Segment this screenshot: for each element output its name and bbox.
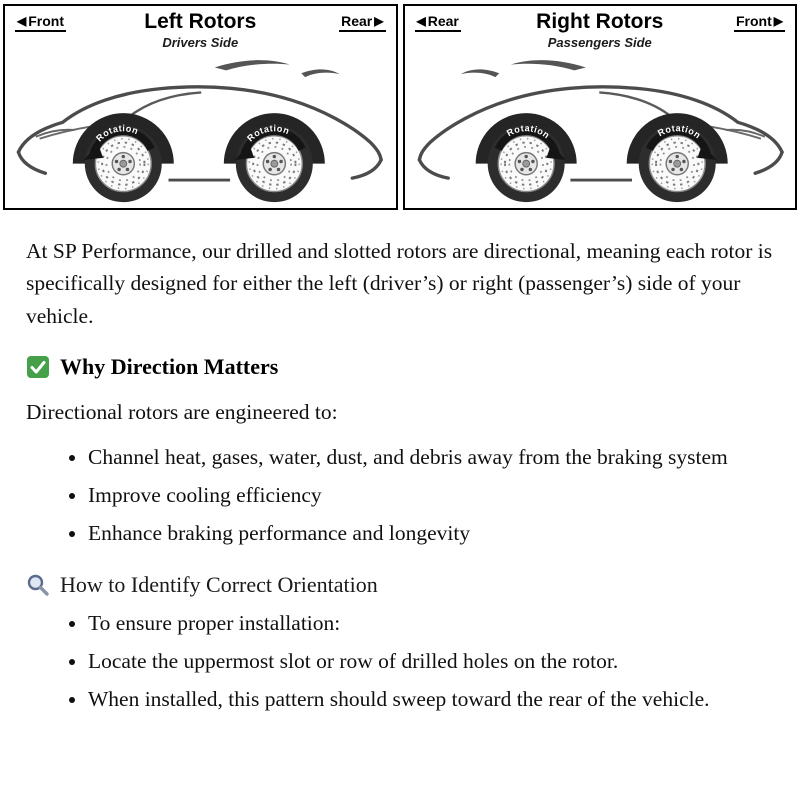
arrow-left-icon: ◀ (416, 14, 426, 28)
article-body (0, 213, 800, 715)
rear-direction-label: ◀ Rear (415, 13, 461, 32)
intro-paragraph: At SP Performance, our drilled and slotted rotors are directional, meaning each rotor is specifically designed for either the left (driver’s) or right (passenger’s) side of your vehicle. (26, 239, 773, 328)
rear-direction-label: Rear ▶ (339, 13, 385, 32)
panel-title: Right Rotors (536, 10, 664, 33)
list-item: • Enhance braking performance and longevity (88, 518, 774, 549)
rotation-label: Rotation (504, 123, 552, 141)
list-item: • Improve cooling efficiency (88, 480, 774, 511)
left-rotors-panel (3, 4, 398, 210)
rotation-label: Rotation (94, 123, 140, 144)
panel-title: Left Rotors (144, 10, 257, 33)
right-rotors-panel (403, 4, 798, 210)
orientation-bullet-list (26, 608, 774, 716)
list-item: • To ensure proper installation: (88, 608, 774, 639)
rotation-label: Rotation (245, 123, 291, 144)
engineered-intro: Directional rotors are engineered to: (26, 399, 338, 424)
list-item: • Channel heat, gases, water, dust, and debris away from the braking system (88, 442, 774, 473)
magnifier-icon (26, 573, 50, 597)
engineered-bullet-list (26, 442, 774, 550)
list-item: • Locate the uppermost slot or row of drilled holes on the rotor. (88, 646, 774, 677)
arrow-right-icon: ▶ (773, 14, 783, 28)
front-direction-label: ◀ Front (15, 13, 66, 32)
right-car-drawing (405, 54, 796, 206)
section-title: How to Identify Correct Orientation (60, 571, 378, 597)
front-direction-label: Front ▶ (734, 13, 785, 32)
rotor-direction-diagram (0, 0, 800, 213)
list-item: • When installed, this pattern should sweep toward the rear of the vehicle. (88, 684, 774, 715)
check-icon (26, 355, 50, 379)
arrow-left-icon: ◀ (17, 14, 27, 28)
rotation-label: Rotation (655, 123, 703, 141)
left-car-drawing (5, 54, 396, 206)
section-why-direction-matters (26, 354, 774, 380)
panel-subtitle: Drivers Side (162, 35, 239, 50)
panel-subtitle: Passengers Side (547, 35, 652, 50)
left-panel-header (5, 6, 396, 54)
right-panel-header (405, 6, 796, 54)
section-identify-orientation (26, 572, 774, 598)
arrow-right-icon: ▶ (374, 14, 384, 28)
section-title: Why Direction Matters (60, 353, 279, 379)
